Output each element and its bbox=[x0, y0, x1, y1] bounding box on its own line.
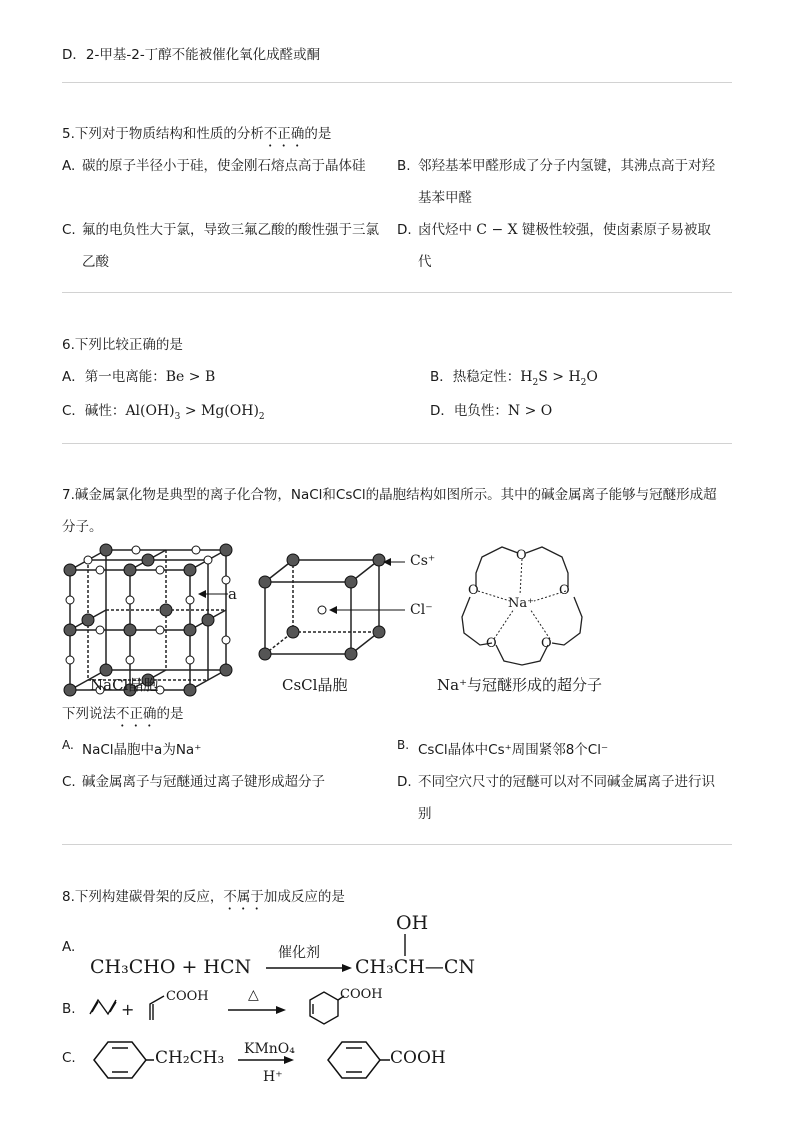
q6-option-d bbox=[430, 402, 552, 420]
q8-c-reagent: KMnO₄ bbox=[244, 1041, 295, 1057]
q5-option-c-line1: 氟的电负性大于氯，导致三氟乙酸的酸性强于三氯 bbox=[82, 222, 379, 238]
q5-option-a: 碳的原子半径小于硅，使金刚石熔点高于晶体硅 bbox=[82, 158, 366, 174]
q6-c-math: $Al(OH)_3 > Mg(OH)_2$ bbox=[125, 403, 265, 422]
nacl-caption: NaCl晶胞 bbox=[90, 676, 159, 694]
q5-option-a-letter: A. bbox=[62, 158, 76, 174]
q8-b-plus: + bbox=[121, 1000, 135, 1019]
q8-a-product: CH₃CH—CN bbox=[355, 956, 475, 978]
q8-option-b-letter: B. bbox=[62, 1001, 76, 1017]
q6-d-math: N > O bbox=[507, 403, 553, 419]
crown-o-bottom-right: O bbox=[541, 636, 552, 651]
q8-b-cooh2: COOH bbox=[340, 987, 383, 1002]
q7-stem-line2: 分子。 bbox=[62, 519, 103, 535]
q5-d-suffix: 键极性较强，使卤素原子易被取 bbox=[521, 222, 711, 238]
nacl-label-a: a bbox=[228, 585, 237, 603]
divider bbox=[62, 443, 732, 444]
divider bbox=[62, 292, 732, 293]
q7-option-d-line1: 不同空穴尺寸的冠醚可以对不同碱金属离子进行识 bbox=[418, 774, 715, 790]
q8-a-reactants: CH₃CHO + HCN bbox=[90, 956, 252, 978]
q8-b-heat: △ bbox=[248, 987, 259, 1003]
q7-sub-emphasis: 不正确 bbox=[116, 706, 157, 722]
q8-stem bbox=[62, 888, 345, 913]
q5-d-math: C − X bbox=[476, 222, 518, 238]
q6-c-label: C．碱性： bbox=[62, 403, 126, 419]
q7-stem-line1: 7.碱金属氯化物是典型的离子化合物，NaCl和CsCl的晶胞结构如图所示。其中的碱金属离子能够与冠醚形成超 bbox=[62, 487, 717, 503]
crown-o-bottom-left: O bbox=[486, 636, 497, 651]
cscl-caption: CsCl晶胞 bbox=[282, 676, 348, 694]
q7-option-a: NaCl晶胞中a为Na⁺ bbox=[82, 742, 202, 758]
q8-c-acid: H⁺ bbox=[263, 1069, 283, 1085]
q5-option-c-letter: C. bbox=[62, 222, 76, 238]
q7-option-d-letter: D. bbox=[397, 774, 412, 790]
q8-stem-prefix: 8.下列构建碳骨架的反应， bbox=[62, 889, 224, 905]
q8-c-product-cooh: COOH bbox=[390, 1048, 446, 1068]
q5-stem bbox=[62, 125, 331, 150]
q7-option-b: CsCl晶体中Cs⁺周围紧邻8个Cl⁻ bbox=[418, 742, 609, 758]
q5-option-d-line1 bbox=[418, 221, 711, 239]
q7-option-a-letter: A. bbox=[62, 738, 74, 752]
q6-a-label: A．第一电离能： bbox=[62, 369, 166, 385]
cscl-label-cl: Cl⁻ bbox=[410, 602, 433, 618]
q6-stem: 6.下列比较正确的是 bbox=[62, 337, 183, 353]
q6-b-math: $H_2S > H_2O$ bbox=[520, 369, 598, 388]
q5-stem-prefix: 5.下列对于物质结构和性质的分析 bbox=[62, 126, 264, 142]
q7-option-d-line2: 别 bbox=[418, 806, 432, 822]
crown-caption: Na⁺与冠醚形成的超分子 bbox=[437, 676, 602, 694]
crown-o-top: O bbox=[516, 548, 527, 563]
q6-b-label: B．热稳定性： bbox=[430, 369, 521, 385]
q5-option-d-line2: 代 bbox=[418, 254, 432, 270]
q7-option-c-letter: C. bbox=[62, 774, 76, 790]
q8-a-bond bbox=[403, 934, 407, 956]
q7-sub-suffix: 的是 bbox=[156, 706, 184, 722]
q5-option-b-line2: 基苯甲醛 bbox=[418, 190, 472, 206]
q8-a-catalyst: 催化剂 bbox=[278, 945, 320, 961]
q5-option-b-letter: B. bbox=[397, 158, 411, 174]
q8-c-ethyl: CH₂CH₃ bbox=[155, 1048, 225, 1068]
divider bbox=[62, 844, 732, 845]
q8-stem-emphasis: 不属于 bbox=[223, 889, 264, 905]
q6-a-math: Be > B bbox=[165, 369, 216, 385]
q6-d-label: D．电负性： bbox=[430, 403, 508, 419]
cscl-unit-cell-figure bbox=[255, 552, 425, 672]
cscl-label-cs: Cs⁺ bbox=[410, 553, 436, 569]
crown-o-right: O bbox=[559, 583, 570, 598]
q5-option-b-line1: 邻羟基苯甲醛形成了分子内氢键，其沸点高于对羟 bbox=[418, 158, 715, 174]
q7-sub-prefix: 下列说法 bbox=[62, 706, 116, 722]
q7-option-c: 碱金属离子与冠醚通过离子键形成超分子 bbox=[82, 774, 325, 790]
q4-option-d: D．2-甲基-2-丁醇不能被催化氧化成醛或酮 bbox=[62, 47, 321, 63]
q8-option-c-letter: C. bbox=[62, 1050, 76, 1066]
q8-a-arrow bbox=[266, 962, 352, 974]
q8-stem-suffix: 加成反应的是 bbox=[263, 889, 345, 905]
q5-option-d-letter: D. bbox=[397, 222, 412, 238]
q7-sub-stem bbox=[62, 705, 184, 730]
q6-option-c bbox=[62, 402, 265, 426]
q5-d-prefix: 卤代烃中 bbox=[418, 222, 472, 238]
crown-center-na: Na⁺ bbox=[508, 596, 534, 611]
q5-stem-suffix: 的是 bbox=[304, 126, 332, 142]
divider bbox=[62, 82, 732, 83]
q6-option-b bbox=[430, 368, 598, 392]
q5-stem-emphasis: 不正确 bbox=[263, 126, 305, 142]
q5-option-c-line2: 乙酸 bbox=[82, 254, 109, 270]
q6-option-a bbox=[62, 368, 215, 386]
q8-a-oh: OH bbox=[396, 912, 429, 934]
crown-o-left: O bbox=[468, 583, 479, 598]
q8-option-a-letter: A. bbox=[62, 939, 76, 955]
q7-option-b-letter: B. bbox=[397, 738, 410, 752]
q8-b-cooh1: COOH bbox=[166, 989, 209, 1004]
